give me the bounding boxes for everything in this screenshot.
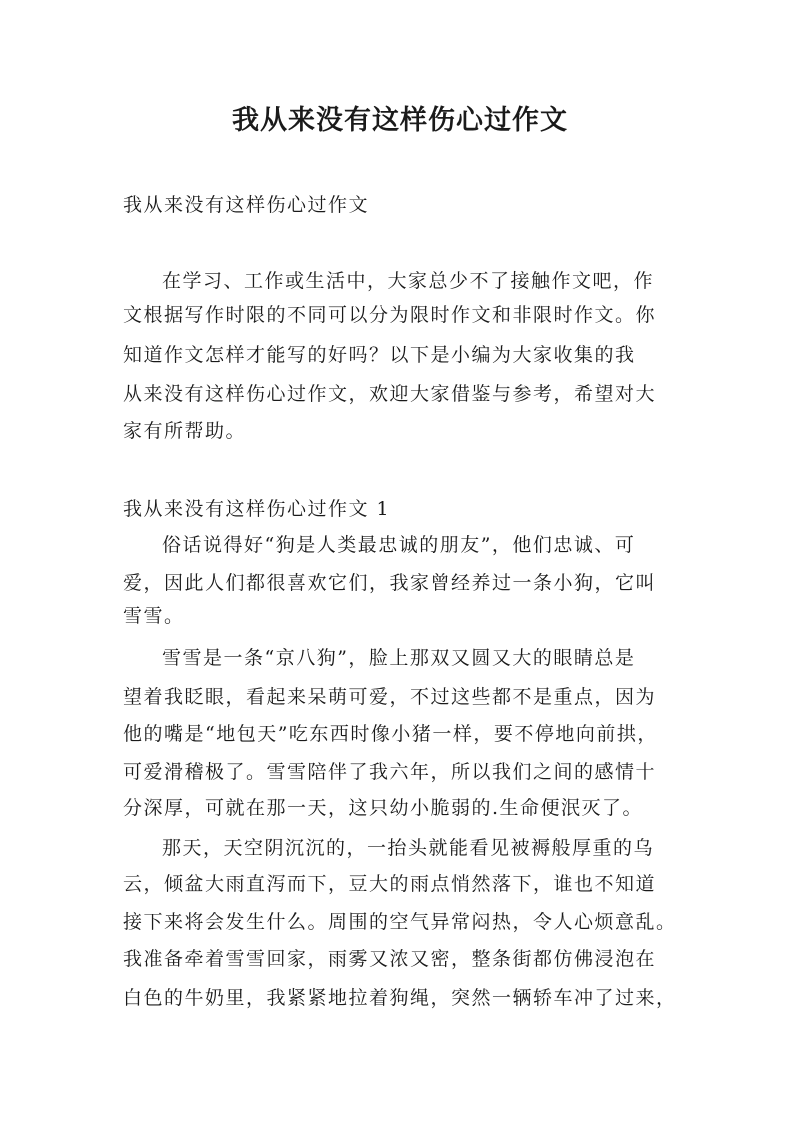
body-line: 望着我眨眼，看起来呆萌可爱，不过这些都不是重点，因为	[123, 686, 657, 708]
body-line: 雪雪是一条“京八狗”，脸上那双又圆又大的眼睛总是	[162, 647, 636, 669]
body-line: 雪雪。	[123, 605, 185, 627]
intro-line: 从来没有这样伤心过作文，欢迎大家借鉴与参考，希望对大	[123, 383, 657, 405]
section-heading: 我从来没有这样伤心过作文 1	[123, 498, 391, 520]
body-line: 他的嘴是“地包天”吃东西时像小猪一样，要不停地向前拱，	[123, 723, 658, 745]
body-line: 分深厚，可就在那一天，这只幼小脆弱的.生命便泯灭了。	[123, 797, 644, 819]
intro-line: 在学习、工作或生活中，大家总少不了接触作文吧，作	[162, 270, 655, 292]
document-title: 我从来没有这样伤心过作文	[232, 105, 568, 136]
body-line: 可爱滑稽极了。雪雪陪伴了我六年，所以我们之间的感情十	[123, 761, 657, 783]
body-line: 俗话说得好“狗是人类最忠诚的朋友”，他们忠诚、可	[162, 534, 636, 556]
body-line: 我准备牵着雪雪回家，雨雾又浓又密，整条街都仿佛浸泡在	[123, 948, 657, 970]
body-line: 云，倾盆大雨直泻而下，豆大的雨点悄然落下，谁也不知道	[123, 873, 657, 895]
body-line: 那天，天空阴沉沉的，一抬头就能看见被褥般厚重的乌	[162, 837, 655, 859]
intro-line: 文根据写作时限的不同可以分为限时作文和非限时作文。你	[123, 304, 657, 326]
intro-line: 家有所帮助。	[123, 420, 247, 442]
intro-line: 知道作文怎样才能写的好吗？以下是小编为大家收集的我	[123, 344, 636, 366]
body-line: 白色的牛奶里，我紧紧地拉着狗绳，突然一辆轿车冲了过来，	[123, 987, 677, 1009]
body-line: 接下来将会发生什么。周围的空气异常闷热，令人心烦意乱。	[123, 911, 677, 933]
document-subtitle: 我从来没有这样伤心过作文	[123, 194, 370, 216]
body-line: 爱，因此人们都很喜欢它们，我家曾经养过一条小狗，它叫	[123, 572, 657, 594]
